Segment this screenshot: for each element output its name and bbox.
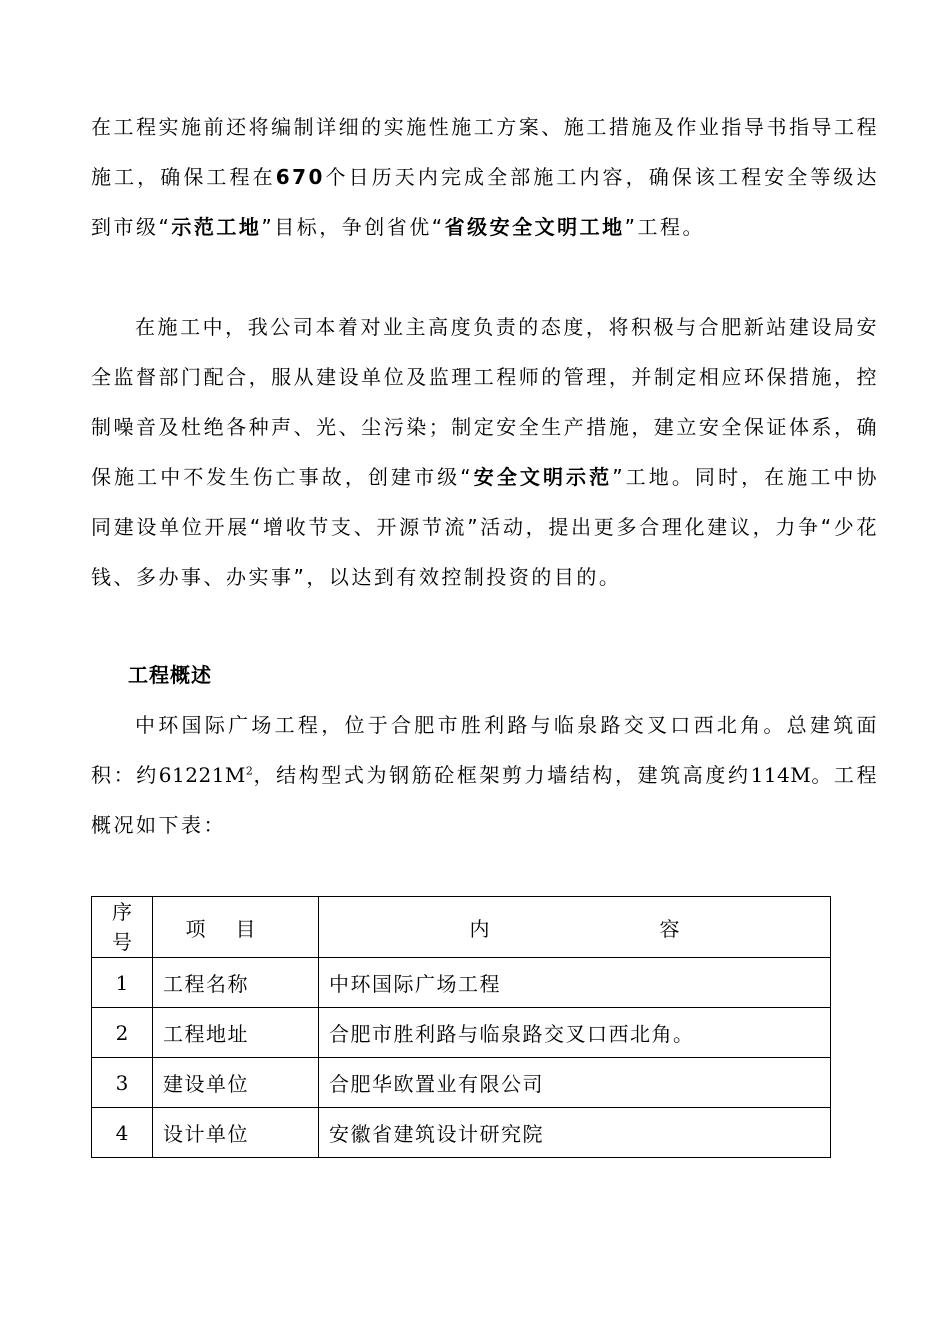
row-content: 合肥华欧置业有限公司	[319, 1058, 831, 1108]
row-content: 安徽省建筑设计研究院	[319, 1108, 831, 1158]
row-item: 工程名称	[153, 958, 319, 1008]
project-overview-table	[91, 896, 831, 1158]
header-content-char-2: 容	[659, 916, 680, 941]
paragraph-safety-commitment	[91, 302, 879, 602]
header-serial-number	[92, 897, 153, 958]
row-item: 建设单位	[153, 1058, 319, 1108]
duration-days: 670	[275, 165, 325, 189]
building-height: 114M	[750, 763, 812, 787]
table-row	[92, 1008, 831, 1058]
header-content-char-1: 内	[469, 916, 490, 941]
text-segment: 在施工中，我公司本着对业主高度负责的态度，将积极与合肥新站建设局安全监督部门配合，服从建设单位及监理工程师的管理，并制定相应环保措施，控制噪音及杜绝各种声、光、尘污染；制定安全生产措施，建立安全保证体系，确保施工中不发生伤亡事故，创建市级“	[91, 315, 879, 489]
paragraph-construction-plan	[91, 102, 879, 252]
row-number: 1	[92, 958, 153, 1008]
text-segment: 中环国际广场工程，位于合肥市胜利路与临泉路交叉口西北角。总建筑面积：约	[91, 713, 879, 787]
text-segment: ”工地。同时，在施工中协同建设单位开展“增收节支、开源节流”活动，提出更多合理化建议，力争“少花钱、多办事、办实事”，以达到有效控制投资的目的。	[91, 465, 879, 589]
floor-area	[159, 763, 254, 787]
header-serial-char-2: 号	[112, 930, 132, 954]
table-row	[92, 1058, 831, 1108]
row-content: 中环国际广场工程	[319, 958, 831, 1008]
row-item: 设计单位	[153, 1108, 319, 1158]
text-segment: 个日历天内完成全部施工内容，确保该工程安全等级达到市级“	[91, 165, 879, 239]
row-number: 3	[92, 1058, 153, 1108]
header-item: 项目	[153, 897, 319, 958]
text-segment: ”目标，争创省优“	[261, 215, 445, 239]
text-segment: ”工程。	[624, 215, 705, 239]
floor-area-value: 61221M	[158, 763, 246, 787]
text-segment: 。工程概况如下表：	[91, 763, 880, 837]
text-segment: 在工程实施前还将编制详细的实施性施工方案、施工措施及作业指导书指导工程施工，确保工程在	[91, 115, 879, 189]
table-row	[92, 1108, 831, 1158]
paragraph-project-overview	[91, 700, 879, 850]
row-item: 工程地址	[153, 1008, 319, 1058]
bold-text-provincial-site: 省级安全文明工地	[444, 215, 625, 239]
section-heading-overview: 工程概述	[128, 663, 212, 687]
header-serial-char-1: 序	[112, 900, 132, 924]
floor-area-superscript: 2	[245, 764, 254, 778]
row-number: 2	[92, 1008, 153, 1058]
row-content: 合肥市胜利路与临泉路交叉口西北角。	[319, 1008, 831, 1058]
row-number: 4	[92, 1108, 153, 1158]
table-row	[92, 958, 831, 1008]
text-segment: ，结构型式为钢筋砼框架剪力墙结构，建筑高度约	[253, 763, 751, 787]
bold-text-safety-demo: 安全文明示范	[473, 465, 613, 489]
bold-text-demo-site: 示范工地	[171, 215, 262, 239]
header-content	[319, 897, 831, 958]
table-header-row	[92, 897, 831, 958]
